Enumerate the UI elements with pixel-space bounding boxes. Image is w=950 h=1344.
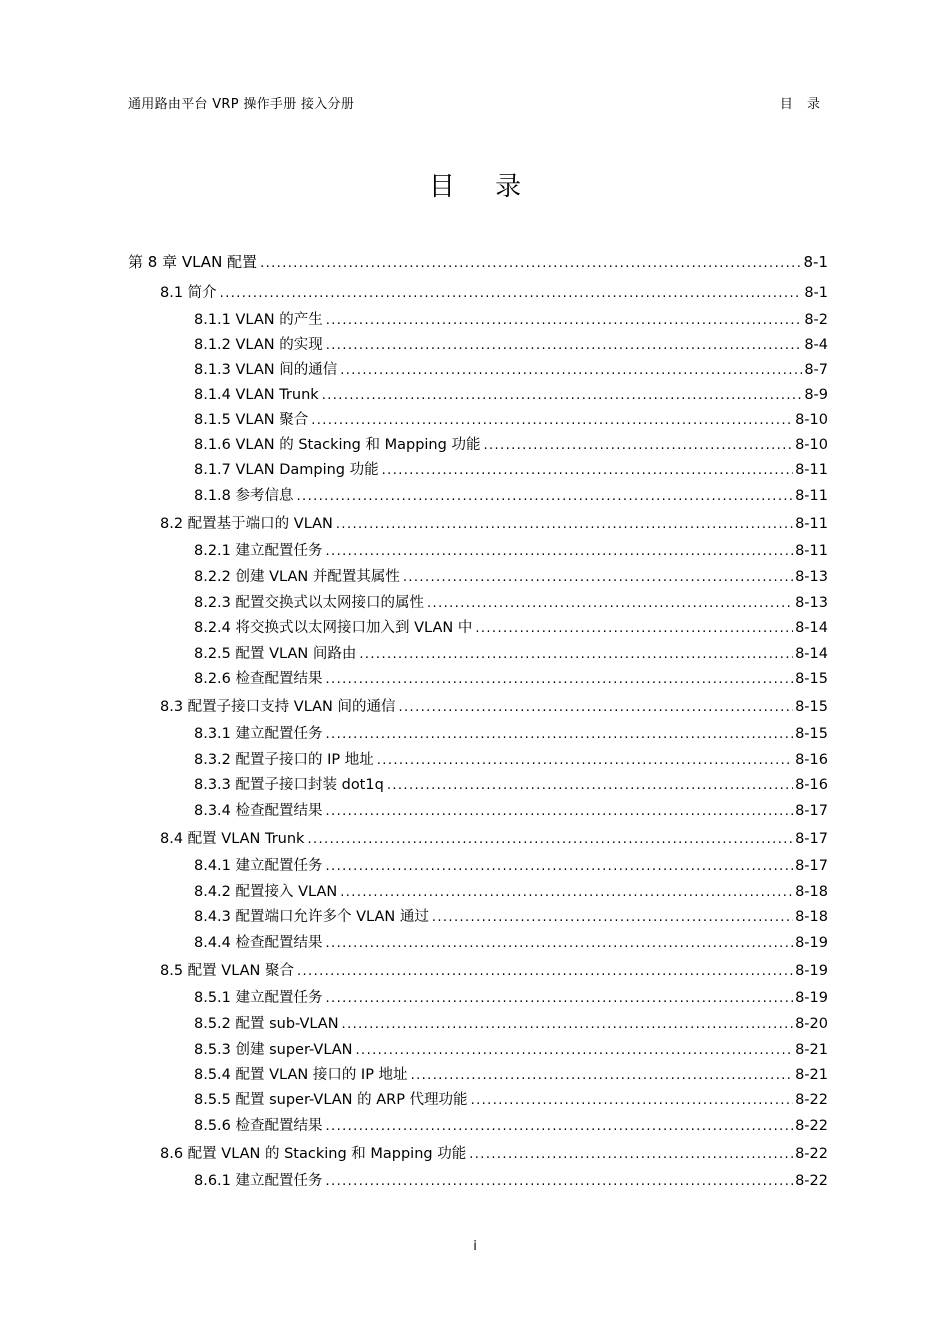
toc-entry[interactable] <box>160 515 828 534</box>
toc-entry-title: 8.2 配置基于端口的 VLAN <box>160 516 333 532</box>
toc-entry[interactable] <box>194 619 828 638</box>
toc-entry[interactable] <box>194 1117 828 1136</box>
toc-entry[interactable] <box>160 1145 828 1164</box>
toc-entry-page: 8-15 <box>795 726 828 742</box>
toc-entry[interactable] <box>194 487 828 506</box>
toc-entry-title: 8.4.3 配置端口允许多个 VLAN 通过 <box>194 909 429 925</box>
toc-entry-title: 8.4.2 配置接入 VLAN <box>194 884 338 900</box>
toc-entry-title: 8.5.3 创建 super-VLAN <box>194 1042 353 1058</box>
toc-dot-leader <box>260 255 801 273</box>
toc-entry-page: 8-21 <box>795 1042 828 1058</box>
toc-dot-leader <box>326 726 794 744</box>
toc-dot-leader <box>326 312 803 330</box>
toc-entry-title: 8.1.6 VLAN 的 Stacking 和 Mapping 功能 <box>194 437 481 453</box>
toc-entry-page: 8-1 <box>804 285 828 301</box>
toc-entry[interactable] <box>194 776 828 795</box>
toc-dot-leader <box>307 831 793 849</box>
toc-entry-page: 8-15 <box>795 671 828 687</box>
toc-entry[interactable] <box>194 1041 828 1060</box>
toc-entry-title: 8.3 配置子接口支持 VLAN 间的通信 <box>160 699 396 715</box>
toc-entry-page: 8-19 <box>795 935 828 951</box>
toc-entry[interactable] <box>194 568 828 587</box>
toc-entry-page: 8-7 <box>804 362 828 378</box>
toc-entry-page: 8-17 <box>795 831 828 847</box>
toc-dot-leader <box>326 990 794 1008</box>
toc-entry-title: 8.2.4 将交换式以太网接口加入到 VLAN 中 <box>194 620 473 636</box>
toc-entry-title: 8.1.5 VLAN 聚合 <box>194 412 309 428</box>
toc-dot-leader <box>297 963 793 981</box>
toc-entry-title: 8.1.1 VLAN 的产生 <box>194 312 323 328</box>
toc-entry[interactable] <box>194 645 828 664</box>
toc-entry-page: 8-19 <box>795 963 828 979</box>
toc-entry-page: 8-22 <box>795 1146 828 1162</box>
toc-entry[interactable] <box>194 883 828 902</box>
toc-entry-title: 8.1 简介 <box>160 285 217 301</box>
toc-entry-page: 8-18 <box>795 884 828 900</box>
toc-entry-title: 8.1.7 VLAN Damping 功能 <box>194 462 379 478</box>
toc-entry-page: 8-11 <box>795 516 828 532</box>
page-number: i <box>473 1239 477 1254</box>
toc-entry-page: 8-19 <box>795 990 828 1006</box>
toc-entry[interactable] <box>194 542 828 561</box>
toc-entry[interactable] <box>194 908 828 927</box>
toc-entry[interactable] <box>194 802 828 821</box>
toc-entry-page: 8-16 <box>795 777 828 793</box>
toc-entry-page: 8-17 <box>795 803 828 819</box>
toc-dot-leader <box>340 884 793 902</box>
toc-dot-leader <box>432 909 793 927</box>
toc-dot-leader <box>382 462 793 480</box>
toc-entry-title: 8.5.6 检查配置结果 <box>194 1118 323 1134</box>
page-title: 目 录 <box>428 172 538 202</box>
toc-dot-leader <box>427 595 793 613</box>
toc-dot-leader <box>342 1016 794 1034</box>
toc-entry-title: 8.3.1 建立配置任务 <box>194 726 323 742</box>
toc-entry[interactable] <box>194 989 828 1008</box>
toc-entry[interactable] <box>194 336 828 355</box>
toc-entry[interactable] <box>194 411 828 430</box>
toc-dot-leader <box>475 620 793 638</box>
toc-entry[interactable] <box>160 284 828 303</box>
toc-entry-page: 8-18 <box>795 909 828 925</box>
toc-entry-page: 8-1 <box>803 253 828 271</box>
toc-entry-page: 8-9 <box>804 387 828 403</box>
toc-entry-page: 8-22 <box>795 1173 828 1189</box>
toc-dot-leader <box>326 671 794 689</box>
toc-dot-leader <box>326 543 794 561</box>
toc-entry-page: 8-10 <box>795 412 828 428</box>
toc-entry-page: 8-20 <box>795 1016 828 1032</box>
toc-entry-title: 8.5.1 建立配置任务 <box>194 990 323 1006</box>
toc-dot-leader <box>387 777 793 795</box>
toc-entry-title: 8.4.4 检查配置结果 <box>194 935 323 951</box>
toc-entry[interactable] <box>194 670 828 689</box>
toc-entry[interactable] <box>160 698 828 717</box>
toc-entry-title: 8.6 配置 VLAN 的 Stacking 和 Mapping 功能 <box>160 1146 467 1162</box>
toc-dot-leader <box>326 337 803 355</box>
toc-entry-title: 8.4 配置 VLAN Trunk <box>160 831 305 847</box>
toc-entry[interactable] <box>128 253 828 273</box>
toc-entry[interactable] <box>194 934 828 953</box>
toc-entry[interactable] <box>194 1172 828 1191</box>
toc-dot-leader <box>359 646 793 664</box>
toc-dot-leader <box>403 569 793 587</box>
toc-dot-leader <box>471 1092 794 1110</box>
toc-entry-page: 8-22 <box>795 1118 828 1134</box>
toc-dot-leader <box>411 1067 794 1085</box>
toc-entry-title: 8.3.2 配置子接口的 IP 地址 <box>194 752 374 768</box>
toc-dot-leader <box>297 488 794 506</box>
toc-dot-leader <box>326 803 794 821</box>
toc-entry-page: 8-11 <box>795 462 828 478</box>
toc-entry-title: 8.4.1 建立配置任务 <box>194 858 323 874</box>
toc-entry[interactable] <box>194 361 828 380</box>
toc-entry-title: 8.5.4 配置 VLAN 接口的 IP 地址 <box>194 1067 408 1083</box>
toc-entry-title: 8.1.2 VLAN 的实现 <box>194 337 323 353</box>
toc-dot-leader <box>398 699 793 717</box>
toc-entry-title: 8.2.6 检查配置结果 <box>194 671 323 687</box>
toc-entry-page: 8-14 <box>795 620 828 636</box>
toc-dot-leader <box>336 516 793 534</box>
toc-dot-leader <box>311 412 793 430</box>
toc-entry-title: 8.2.5 配置 VLAN 间路由 <box>194 646 357 662</box>
toc-entry[interactable] <box>194 1066 828 1085</box>
running-header-right: 目 录 <box>779 97 825 112</box>
toc-entry-page: 8-10 <box>795 437 828 453</box>
running-header-left: 通用路由平台 VRP 操作手册 接入分册 <box>128 97 355 112</box>
toc-entry-title: 8.1.3 VLAN 间的通信 <box>194 362 338 378</box>
toc-dot-leader <box>326 1118 794 1136</box>
toc-entry[interactable] <box>194 436 828 455</box>
toc-entry-page: 8-15 <box>795 699 828 715</box>
toc-dot-leader <box>340 362 802 380</box>
toc-entry[interactable] <box>194 1091 828 1110</box>
toc-entry-title: 8.6.1 建立配置任务 <box>194 1173 323 1189</box>
toc-entry-title: 8.3.4 检查配置结果 <box>194 803 323 819</box>
toc-entry-page: 8-21 <box>795 1067 828 1083</box>
toc-entry-page: 8-13 <box>795 595 828 611</box>
toc-dot-leader <box>356 1042 794 1060</box>
table-of-contents <box>128 0 828 1344</box>
toc-dot-leader <box>326 1173 794 1191</box>
toc-dot-leader <box>322 387 803 405</box>
toc-entry-page: 8-2 <box>804 312 828 328</box>
toc-entry-title: 8.5.5 配置 super-VLAN 的 ARP 代理功能 <box>194 1092 468 1108</box>
toc-entry-page: 8-14 <box>795 646 828 662</box>
toc-entry-page: 8-16 <box>795 752 828 768</box>
toc-entry-title: 8.2.3 配置交换式以太网接口的属性 <box>194 595 425 611</box>
toc-entry-title: 8.5.2 配置 sub-VLAN <box>194 1016 339 1032</box>
toc-entry-title: 8.1.4 VLAN Trunk <box>194 387 319 403</box>
toc-entry[interactable] <box>194 725 828 744</box>
toc-entry-page: 8-11 <box>795 488 828 504</box>
toc-entry-title: 8.2.1 建立配置任务 <box>194 543 323 559</box>
toc-entry[interactable] <box>194 751 828 770</box>
toc-entry[interactable] <box>194 594 828 613</box>
toc-dot-leader <box>326 935 794 953</box>
toc-entry-title: 8.3.3 配置子接口封装 dot1q <box>194 777 384 793</box>
toc-entry-page: 8-11 <box>795 543 828 559</box>
toc-entry[interactable] <box>194 386 828 405</box>
toc-entry-title: 8.5 配置 VLAN 聚合 <box>160 963 294 979</box>
toc-entry[interactable] <box>194 1015 828 1034</box>
toc-dot-leader <box>326 858 794 876</box>
toc-dot-leader <box>220 285 803 303</box>
toc-dot-leader <box>483 437 793 455</box>
toc-entry[interactable] <box>194 311 828 330</box>
toc-entry-page: 8-22 <box>795 1092 828 1108</box>
toc-entry-title: 第 8 章 VLAN 配置 <box>128 253 258 271</box>
toc-entry-page: 8-4 <box>804 337 828 353</box>
toc-entry[interactable] <box>160 962 828 981</box>
toc-entry[interactable] <box>194 857 828 876</box>
toc-entry[interactable] <box>160 830 828 849</box>
toc-entry[interactable] <box>194 461 828 480</box>
toc-entry-title: 8.1.8 参考信息 <box>194 488 294 504</box>
toc-dot-leader <box>469 1146 793 1164</box>
toc-dot-leader <box>377 752 793 770</box>
toc-entry-page: 8-13 <box>795 569 828 585</box>
toc-entry-title: 8.2.2 创建 VLAN 并配置其属性 <box>194 569 400 585</box>
toc-entry-page: 8-17 <box>795 858 828 874</box>
